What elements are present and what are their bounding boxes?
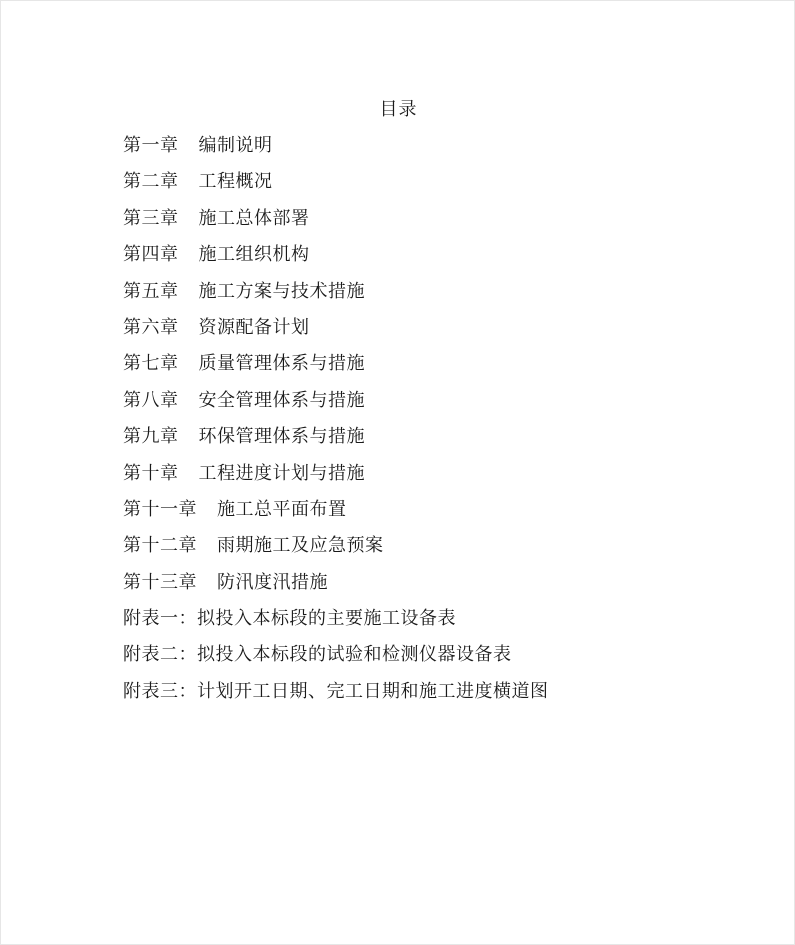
chapter-label: 第五章 [123, 280, 179, 302]
chapter-label: 第一章 [123, 135, 179, 156]
toc-entry-chapter-11 [123, 498, 549, 534]
toc-entry-chapter-3 [123, 207, 549, 243]
chapter-title: 防汛度汛措施 [217, 571, 328, 593]
chapter-title: 施工总平面布置 [217, 498, 347, 520]
chapter-label: 第六章 [123, 316, 179, 338]
toc-entry-chapter-13 [123, 571, 549, 607]
chapter-title: 施工组织机构 [198, 244, 310, 266]
toc-entry-chapter-10 [123, 462, 549, 498]
chapter-title: 施工总体部署 [198, 207, 310, 229]
toc-entry-chapter-9 [123, 425, 549, 461]
chapter-label: 第十一章 [123, 498, 197, 520]
chapter-title: 施工方案与技术措施 [198, 280, 365, 302]
chapter-title: 雨期施工及应急预案 [217, 535, 384, 557]
toc-entry-chapter-1 [123, 134, 549, 170]
toc-entry-chapter-12 [123, 534, 549, 570]
toc-title: 目录 [379, 99, 418, 120]
chapter-label: 第三章 [123, 207, 179, 229]
chapter-label: 第九章 [123, 426, 179, 448]
chapter-label: 第四章 [123, 244, 179, 266]
appendix-title: 拟投入本标段的主要施工设备表 [197, 608, 456, 630]
toc-entry-chapter-8 [123, 389, 549, 425]
toc-entry-chapter-2 [123, 170, 549, 206]
toc-entry-chapter-6 [123, 316, 549, 352]
appendix-title: 计划开工日期、完工日期和施工进度横道图 [197, 680, 549, 702]
toc-entry-appendix-2 [123, 643, 549, 679]
toc-entry-chapter-7 [123, 352, 549, 388]
appendix-label: 附表一： [123, 608, 197, 630]
appendix-title: 拟投入本标段的试验和检测仪器设备表 [197, 644, 512, 666]
chapter-title: 工程概况 [198, 171, 273, 193]
chapter-title: 质量管理体系与措施 [198, 353, 365, 375]
chapter-label: 第八章 [123, 389, 179, 411]
chapter-label: 第十章 [123, 462, 179, 484]
appendix-label: 附表二： [123, 644, 197, 666]
chapter-title: 环保管理体系与措施 [198, 426, 365, 448]
toc-entry-chapter-4 [123, 243, 549, 279]
toc-entry-appendix-3 [123, 680, 549, 716]
appendix-label: 附表三： [123, 680, 197, 702]
chapter-title: 编制说明 [198, 135, 273, 156]
chapter-label: 第二章 [123, 171, 179, 193]
chapter-label: 第十二章 [123, 535, 197, 557]
toc-entry-appendix-1 [123, 607, 549, 643]
chapter-title: 工程进度计划与措施 [198, 462, 365, 484]
table-of-contents [123, 134, 549, 716]
chapter-title: 资源配备计划 [198, 316, 310, 338]
chapter-title: 安全管理体系与措施 [198, 389, 365, 411]
toc-entry-chapter-5 [123, 280, 549, 316]
chapter-label: 第十三章 [123, 571, 197, 593]
chapter-label: 第七章 [123, 353, 179, 375]
